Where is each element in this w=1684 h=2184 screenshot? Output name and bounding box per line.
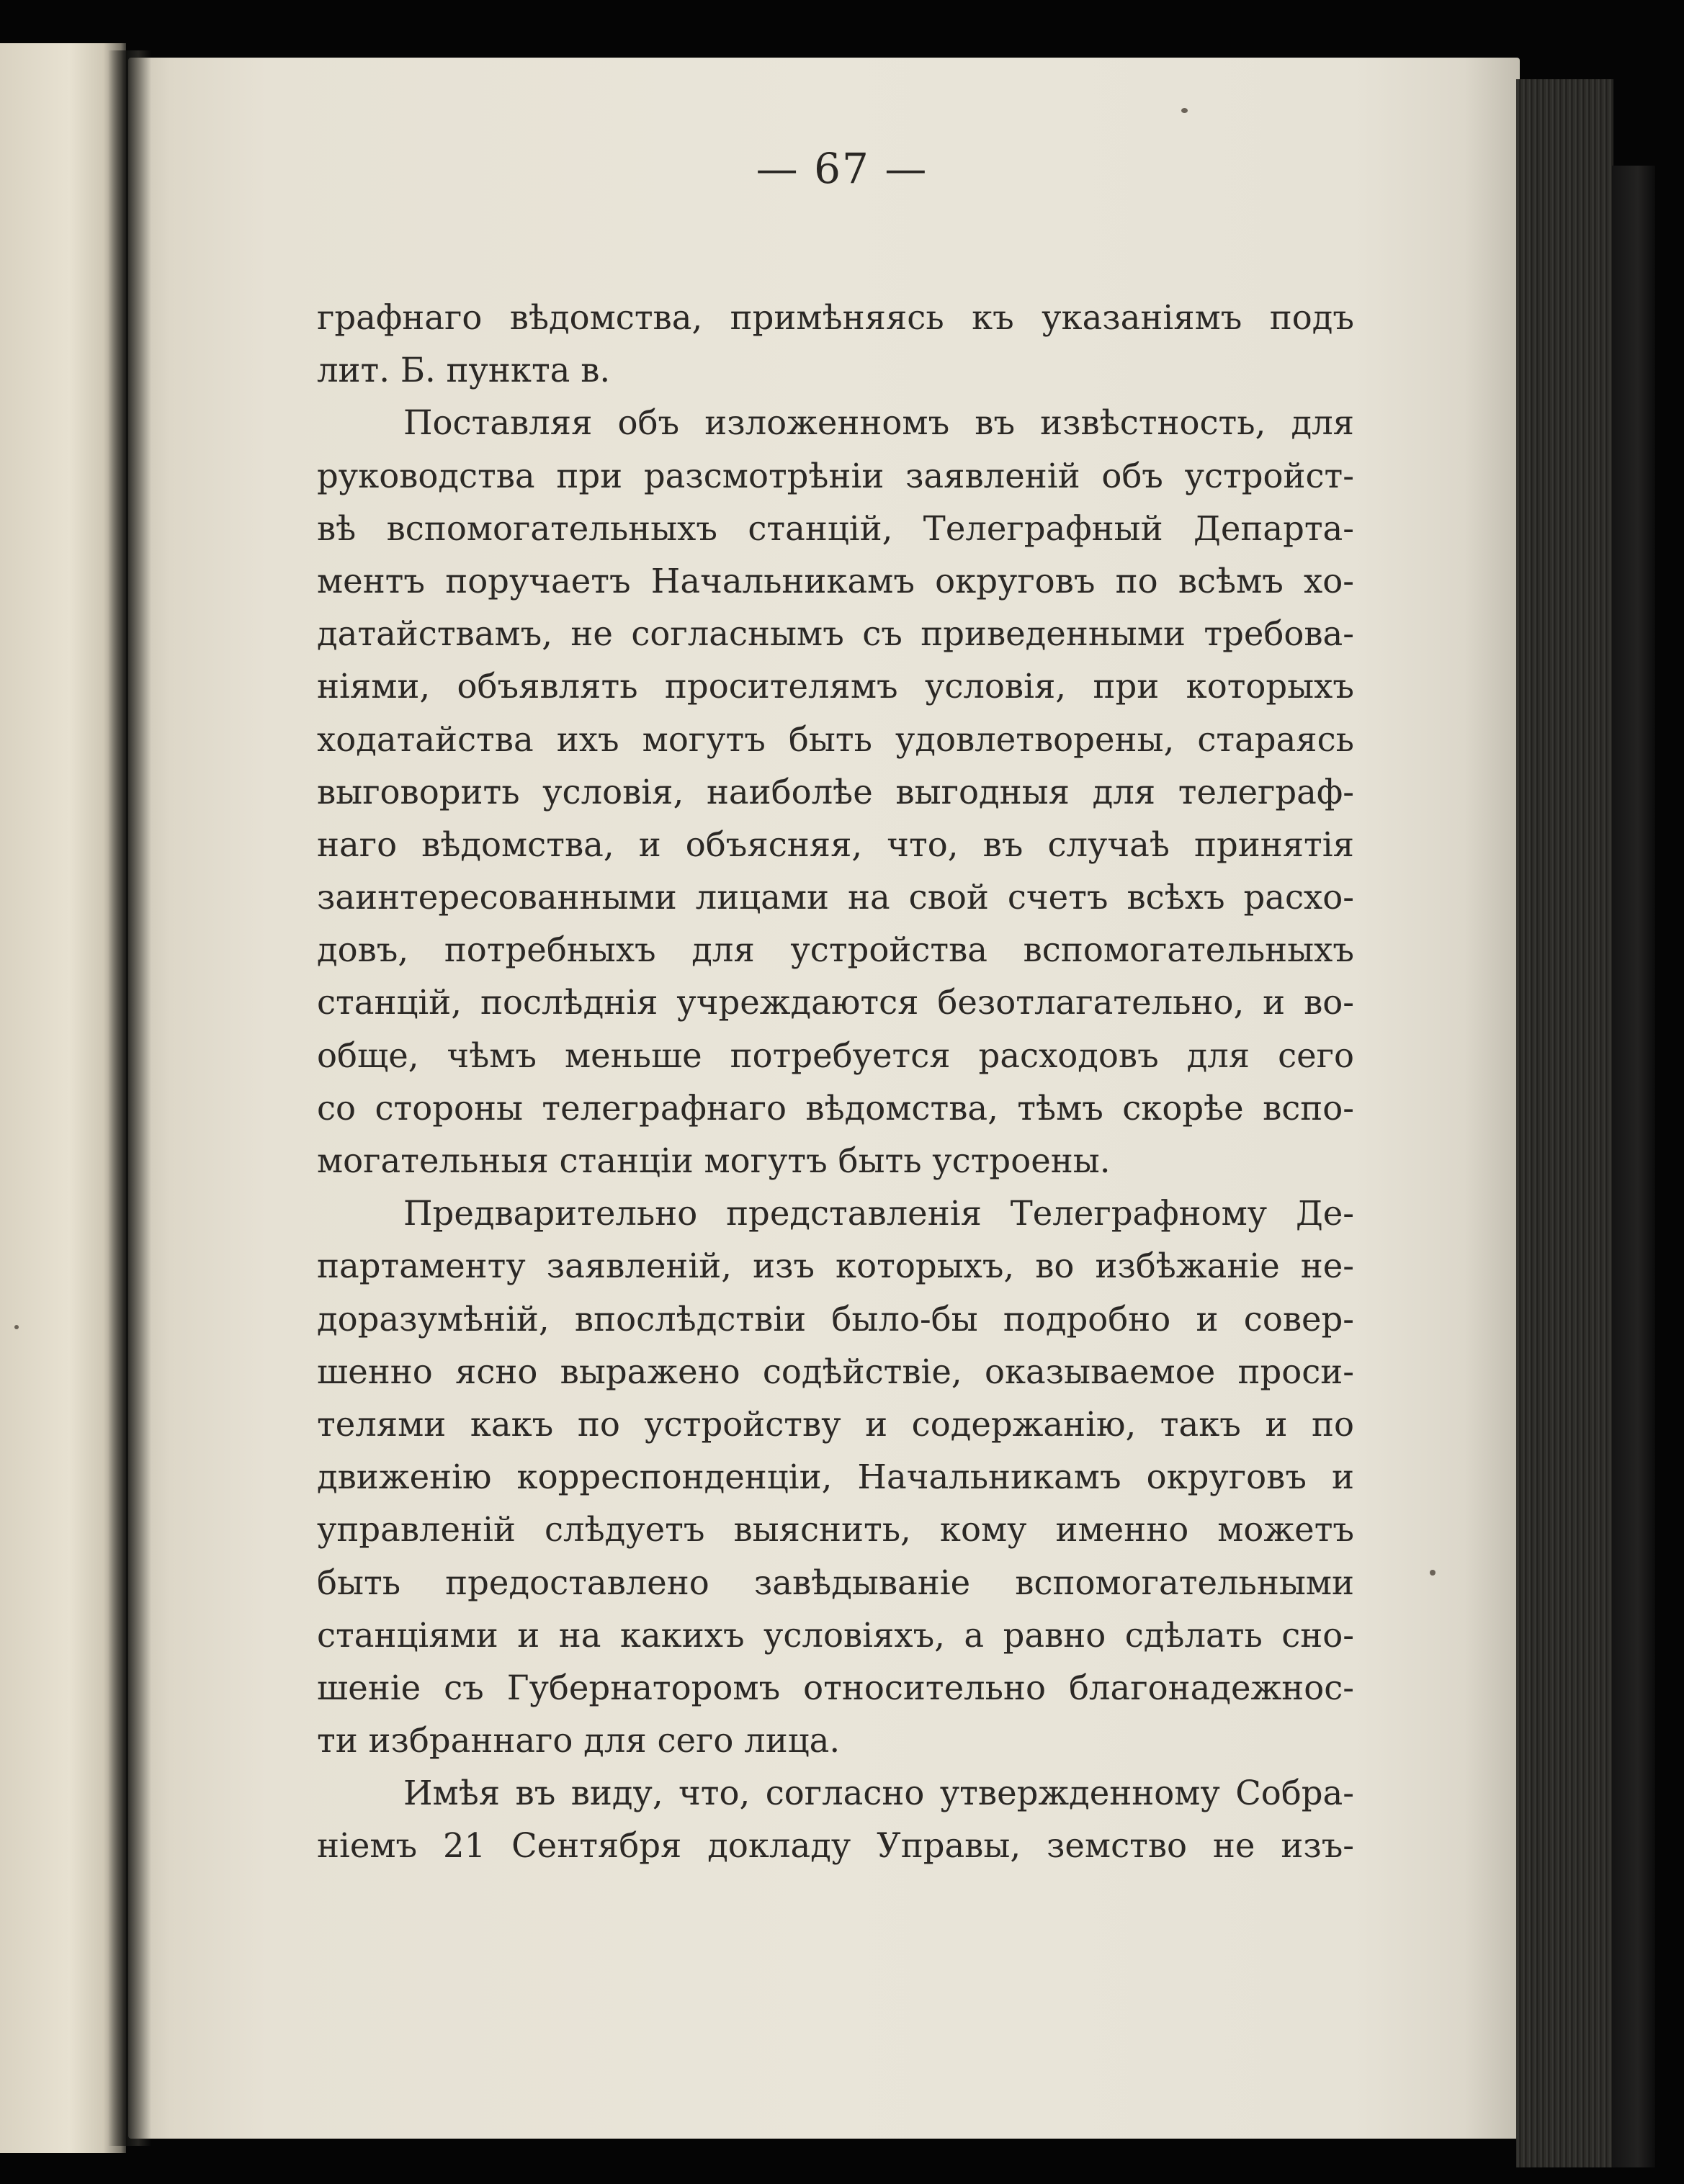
text-line: станцій, послѣднія учреждаются безотлагательно, и во-: [317, 983, 1354, 1023]
paper-speck: [1181, 108, 1188, 113]
text-line: руководства при разсмотрѣніи заявленій объ устройст-: [317, 456, 1354, 495]
text-line: довъ, потребныхъ для устройства вспомогательныхъ: [317, 930, 1354, 970]
text-line: Предварительно представленія Телеграфному Де-: [403, 1194, 1354, 1233]
page-body-text: [317, 292, 1354, 1873]
page-stack-edges: [1516, 79, 1613, 2167]
text-line: доразумѣній, впослѣдствіи было-бы подробно и совер-: [317, 1299, 1354, 1339]
text-line: лит. Б. пункта в.: [317, 351, 611, 390]
book-cover-edge: [1612, 166, 1655, 2167]
text-line: быть предоставлено завѣдываніе вспомогательными: [317, 1563, 1354, 1602]
text-line: со стороны телеграфнаго вѣдомства, тѣмъ скорѣе вспо-: [317, 1088, 1354, 1128]
text-line: ти избраннаго для сего лица.: [317, 1721, 841, 1761]
text-line: наго вѣдомства, и объясняя, что, въ случаѣ принятія: [317, 824, 1354, 864]
text-line: обще, чѣмъ меньше потребуется расходовъ для сего: [317, 1035, 1354, 1075]
text-line: датайствамъ, не согласнымъ съ приведенными требова-: [317, 614, 1354, 654]
text-line: вѣ вспомогательныхъ станцій, Телеграфный Департа-: [317, 508, 1354, 548]
text-line: заинтересованными лицами на свой счетъ всѣхъ расхо-: [317, 878, 1354, 917]
text-line: шеніе съ Губернаторомъ относительно благонадежнос-: [317, 1668, 1354, 1707]
text-line: ходатайства ихъ могутъ быть удовлетворены, стараясь: [317, 719, 1354, 759]
text-line: ментъ поручаетъ Начальникамъ округовъ по всѣмъ хо-: [317, 561, 1354, 601]
text-line: могательныя станціи могутъ быть устроены.: [317, 1141, 1111, 1180]
left-page-edge: [0, 43, 126, 2153]
text-line: управленій слѣдуетъ выяснить, кому именно можетъ: [317, 1510, 1354, 1550]
text-line: телями какъ по устройству и содержанію, такъ и по: [317, 1404, 1354, 1444]
text-line: ніемъ 21 Сентября докладу Управы, земство не изъ-: [317, 1826, 1354, 1866]
text-line: выговорить условія, наиболѣе выгодныя для телеграф-: [317, 772, 1354, 812]
text-line: ніями, объявлять просителямъ условія, при которыхъ: [317, 667, 1354, 706]
text-line: партаменту заявленій, изъ которыхъ, во избѣжаніе не-: [317, 1246, 1354, 1286]
page-number: — 67 —: [756, 144, 928, 193]
text-line: шенно ясно выражено содѣйствіе, оказываемое проси-: [317, 1352, 1354, 1391]
text-line: Поставляя объ изложенномъ въ извѣстность, для: [403, 403, 1354, 443]
paper-speck: [14, 1325, 19, 1329]
text-line: станціями и на какихъ условіяхъ, а равно сдѣлать сно-: [317, 1615, 1354, 1655]
page-gutter: [108, 50, 151, 2146]
text-line: движенію корреспонденціи, Начальникамъ округовъ и: [317, 1457, 1354, 1497]
text-line: Имѣя въ виду, что, согласно утвержденному Собра-: [403, 1774, 1354, 1813]
text-line: графнаго вѣдомства, примѣняясь къ указаніямъ подъ: [317, 298, 1354, 337]
paper-speck: [1430, 1570, 1436, 1576]
